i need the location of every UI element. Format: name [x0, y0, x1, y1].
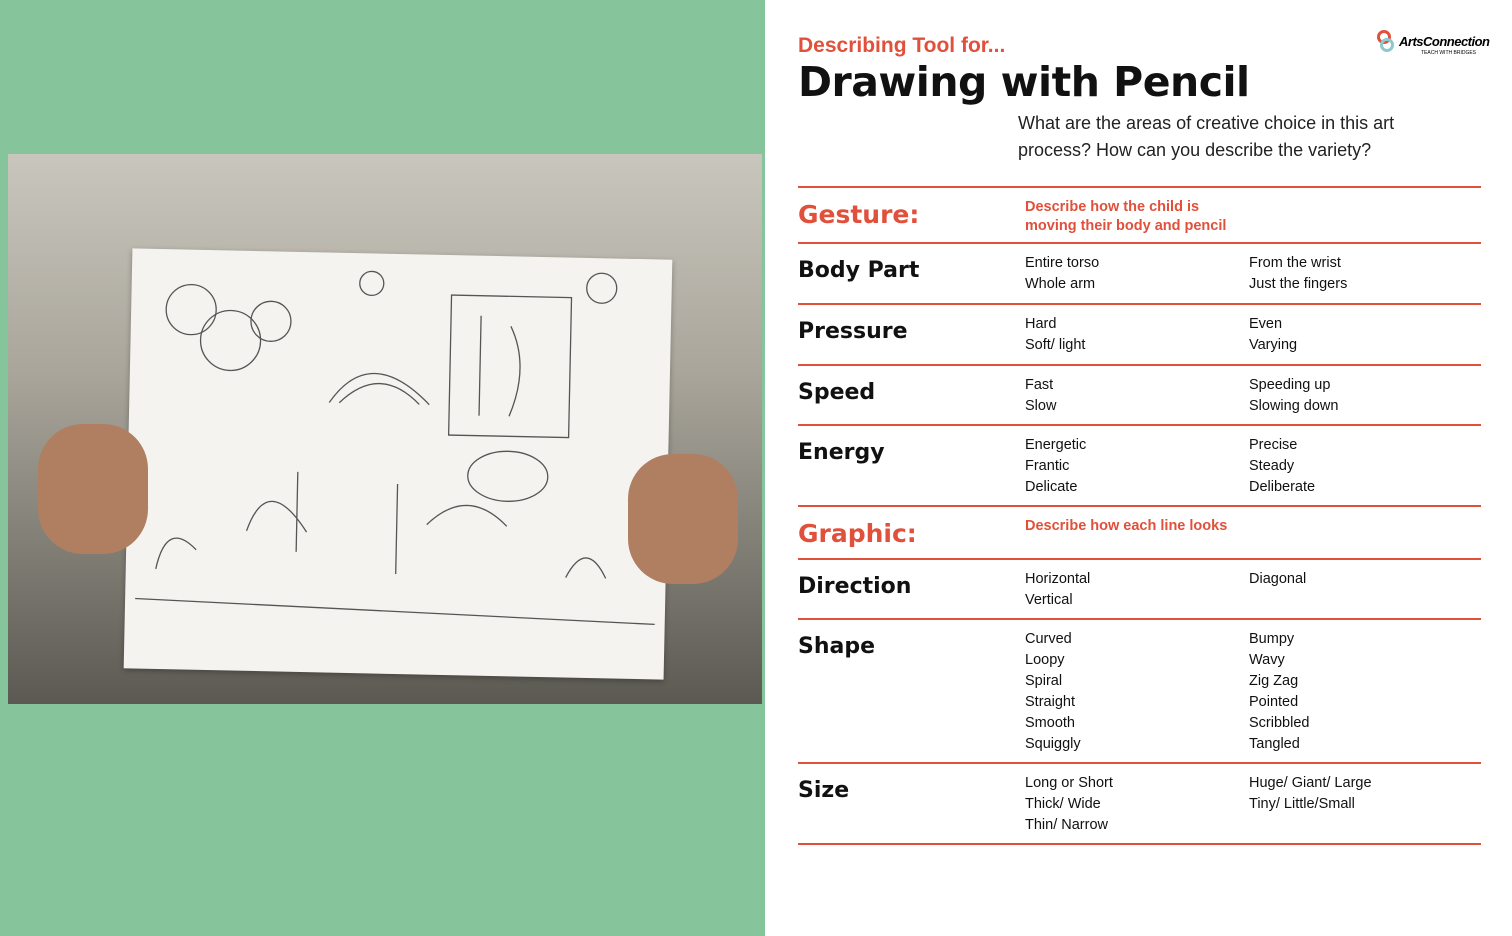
right-hand: [628, 454, 738, 584]
intro-question: What are the areas of creative choice in this art process? How can you describe the variety?: [1018, 113, 1395, 160]
logo-ring-blue-icon: [1380, 38, 1394, 52]
descriptor: Even: [1249, 316, 1283, 332]
descriptor: Slowing down: [1249, 398, 1339, 414]
logo-name: ArtsConnection: [1399, 34, 1490, 49]
descriptor: Delicate: [1025, 479, 1078, 495]
table-row: [798, 305, 1481, 366]
describing-tool-panel: [765, 0, 1512, 936]
artsconnection-logo: [1375, 30, 1495, 62]
logo-tagline: TEACH WITH BRIDGES: [1421, 50, 1477, 56]
table-row: [798, 366, 1481, 426]
descriptor: Zig Zag: [1249, 673, 1299, 689]
row-label: Gesture:: [798, 200, 920, 229]
descriptor: Scribbled: [1249, 715, 1310, 731]
row-label: Graphic:: [798, 519, 917, 548]
left-hand: [38, 424, 148, 554]
table-row: [798, 560, 1481, 620]
descriptor: Thick/ Wide: [1025, 796, 1101, 812]
descriptor-column-2: [1249, 314, 1297, 356]
descriptor-column-1: [1025, 253, 1099, 295]
descriptor-column-1: [1025, 198, 1226, 236]
child-drawing: [124, 248, 673, 679]
descriptor: Smooth: [1025, 715, 1075, 731]
descriptor: Entire torso: [1025, 255, 1100, 271]
descriptor: Precise: [1249, 437, 1298, 453]
row-label: Body Part: [798, 258, 920, 283]
descriptor: Spiral: [1025, 673, 1063, 689]
descriptor: Speeding up: [1249, 377, 1331, 393]
table-row: [798, 244, 1481, 305]
descriptor-column-2: [1249, 253, 1347, 295]
descriptor: Loopy: [1025, 652, 1065, 668]
descriptor: Describe how the child is: [1025, 199, 1200, 215]
descriptor-column-2: [1249, 435, 1315, 498]
row-label: Size: [798, 778, 850, 803]
descriptor: Long or Short: [1025, 775, 1113, 791]
descriptor: Thin/ Narrow: [1025, 817, 1108, 833]
descriptor: Diagonal: [1249, 571, 1307, 587]
descriptor-column-1: [1025, 517, 1227, 536]
descriptor: Deliberate: [1249, 479, 1316, 495]
descriptor: Varying: [1249, 337, 1298, 353]
descriptor: Pointed: [1249, 694, 1299, 710]
descriptor-column-1: [1025, 314, 1085, 356]
descriptor-column-2: [1249, 629, 1309, 755]
descriptor: Whole arm: [1025, 276, 1096, 292]
descriptor: Slow: [1025, 398, 1057, 414]
table-row: [798, 764, 1481, 845]
descriptor: Soft/ light: [1025, 337, 1086, 353]
descriptor-column-1: [1025, 569, 1090, 611]
kicker: Describing Tool for...: [798, 34, 1006, 57]
row-label: Speed: [798, 380, 876, 405]
descriptor: Vertical: [1025, 592, 1073, 608]
row-label: Energy: [798, 440, 885, 465]
descriptor: Wavy: [1249, 652, 1285, 668]
descriptor: Huge/ Giant/ Large: [1249, 775, 1372, 791]
descriptor-column-2: [1249, 375, 1338, 417]
descriptor: Just the fingers: [1249, 276, 1348, 292]
descriptor: Horizontal: [1025, 571, 1091, 587]
descriptor: Curved: [1025, 631, 1072, 647]
descriptor: Fast: [1025, 377, 1054, 393]
descriptor: Steady: [1249, 458, 1295, 474]
descriptor: Tangled: [1249, 736, 1300, 752]
descriptor-column-1: [1025, 435, 1086, 498]
classroom-photo: [8, 154, 762, 704]
descriptor: Straight: [1025, 694, 1075, 710]
descriptor: moving their body and pencil: [1025, 218, 1227, 234]
descriptor-column-2: [1249, 773, 1372, 815]
row-label: Shape: [798, 634, 876, 659]
table-row: [798, 620, 1481, 764]
descriptor-column-2: [1249, 569, 1306, 590]
descriptor: Squiggly: [1025, 736, 1081, 752]
descriptor-table: [798, 186, 1481, 845]
row-label: Pressure: [798, 319, 908, 344]
descriptor: Frantic: [1025, 458, 1070, 474]
descriptor: Hard: [1025, 316, 1057, 332]
descriptor: Energetic: [1025, 437, 1087, 453]
table-row: [798, 426, 1481, 507]
descriptor-column-1: [1025, 629, 1081, 755]
descriptor-column-1: [1025, 773, 1113, 836]
page-title: Drawing with Pencil: [798, 58, 1250, 106]
descriptor: Bumpy: [1249, 631, 1295, 647]
section-header-row: [798, 507, 1481, 560]
section-header-row: [798, 188, 1481, 244]
descriptor-column-1: [1025, 375, 1056, 417]
descriptor: From the wrist: [1249, 255, 1341, 271]
pencil-sketch: [124, 248, 673, 679]
row-label: Direction: [798, 574, 912, 599]
descriptor: Describe how each line looks: [1025, 518, 1228, 534]
descriptor: Tiny/ Little/Small: [1249, 796, 1355, 812]
